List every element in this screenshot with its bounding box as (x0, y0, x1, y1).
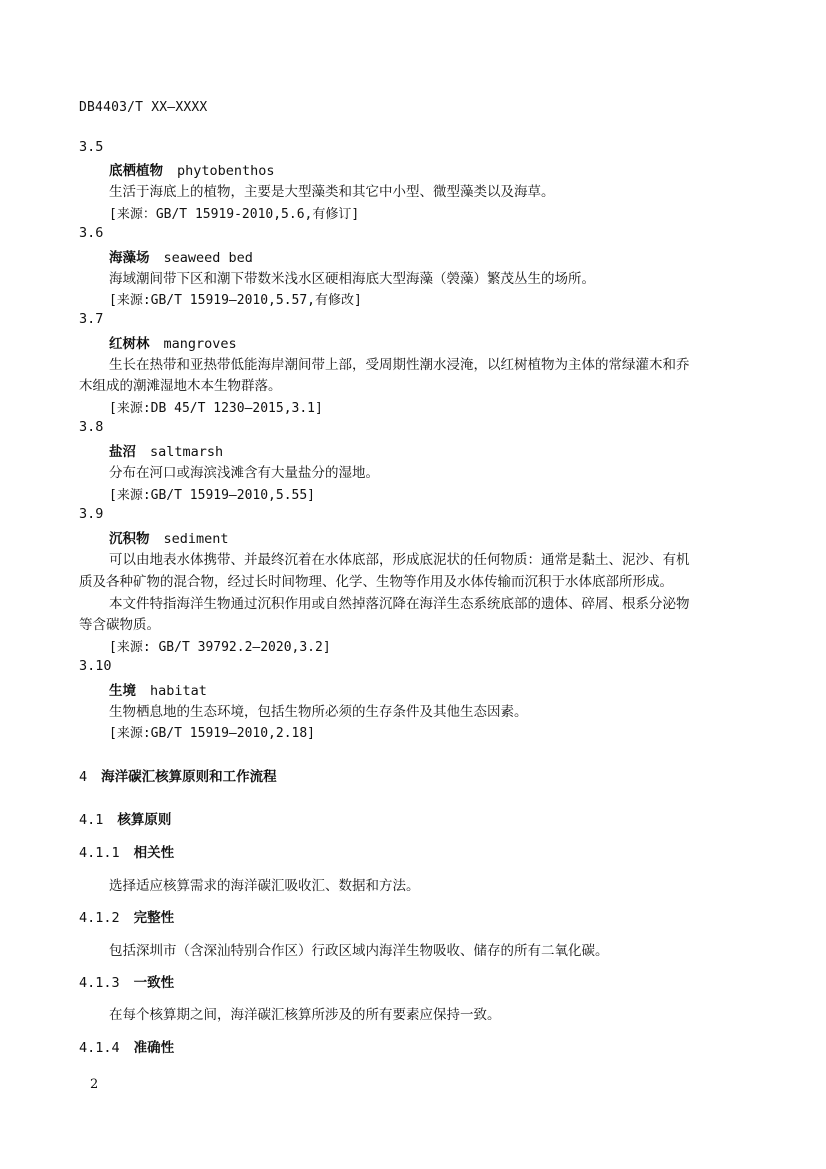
subsection-title: 相关性 (133, 845, 175, 861)
term-source: [来源:GB/T 15919—2010,5.57,有修改] (109, 293, 362, 308)
term-definition: 生活于海底上的植物，主要是大型藻类和其它中小型、微型藻类以及海草。 (109, 184, 555, 200)
chapter-number: 4 (79, 769, 88, 785)
chapter-title: 海洋碳汇核算原则和工作流程 (101, 769, 277, 785)
subsection-number: 4.1.4 (79, 1040, 120, 1056)
term-source: [来源：GB/T 15919-2010,5.6,有修订] (109, 207, 360, 222)
term-definition: 生长在热带和亚热带低能海岸潮间带上部，受周期性潮水浸淹，以红树植物为主体的常绿灌木和乔 (109, 357, 690, 373)
term-zh: 沉积物 (109, 531, 150, 547)
term-source: [来源: GB/T 39792.2—2020,3.2] (109, 640, 331, 655)
subsection-title: 一致性 (133, 975, 175, 991)
subsection-body: 在每个核算期之间，海洋碳汇核算所涉及的所有要素应保持一致。 (109, 1007, 501, 1023)
term-definition: 可以由地表水体携带、并最终沉着在水体底部，形成底泥状的任何物质：通常是黏土、泥沙、有机 (109, 552, 690, 568)
term-en: saltmarsh (150, 444, 224, 460)
subsection-number: 4.1.2 (79, 910, 120, 926)
subsection-title: 准确性 (133, 1040, 175, 1056)
term-definition: 分布在河口或海滨浅滩含有大量盐分的湿地。 (109, 465, 379, 481)
term-heading (109, 332, 237, 352)
term-zh: 海藻场 (109, 250, 150, 266)
subsection-number: 4.1.1 (79, 845, 120, 861)
term-zh: 底栖植物 (109, 163, 163, 179)
term-zh: 盐沼 (109, 444, 136, 460)
term-en: seaweed bed (163, 250, 253, 266)
term-definition: 海域潮间带下区和潮下带数米浅水区硬相海底大型海藻（褮藻）繁茂丛生的场所。 (109, 271, 595, 287)
term-note-continued: 等含碳物质。 (79, 617, 160, 633)
subsection-heading (79, 1036, 174, 1056)
section-number: 4.1 (79, 812, 104, 828)
term-en: mangroves (163, 336, 237, 352)
document-header-code: DB4403/T XX—XXXX (79, 100, 208, 115)
term-heading (109, 159, 275, 179)
term-heading (109, 440, 223, 460)
term-number: 3.9 (79, 506, 104, 522)
term-source: [来源:GB/T 15919—2010,2.18] (109, 726, 316, 741)
chapter-heading (79, 765, 277, 785)
term-number: 3.6 (79, 225, 104, 241)
term-source: [来源:GB/T 15919—2010,5.55] (109, 488, 316, 503)
term-en: phytobenthos (177, 163, 275, 179)
term-heading (109, 679, 207, 699)
term-heading (109, 527, 229, 547)
subsection-title: 完整性 (133, 910, 175, 926)
term-source: [来源:DB 45/T 1230—2015,3.1] (109, 401, 323, 416)
term-definition: 生物栖息地的生态环境，包括生物所必须的生存条件及其他生态因素。 (109, 704, 528, 720)
subsection-heading (79, 906, 174, 926)
term-en: sediment (163, 531, 229, 547)
page-number: 2 (90, 1077, 99, 1092)
term-number: 3.8 (79, 419, 104, 435)
term-zh: 红树林 (109, 336, 150, 352)
term-number: 3.10 (79, 658, 112, 674)
subsection-heading (79, 841, 174, 861)
section-title: 核算原则 (117, 812, 172, 828)
term-definition-continued: 木组成的潮滩湿地木本生物群落。 (79, 378, 282, 394)
section-heading (79, 808, 171, 828)
term-en: habitat (150, 683, 207, 699)
subsection-body: 选择适应核算需求的海洋碳汇吸收汇、数据和方法。 (109, 878, 420, 894)
term-heading (109, 246, 253, 266)
term-number: 3.5 (79, 139, 104, 155)
term-definition-continued: 质及各种矿物的混合物，经过长时间物理、化学、生物等作用及水体传输而沉积于水体底部所形成。 (79, 574, 673, 590)
subsection-body: 包括深圳市（含深汕特别合作区）行政区域内海洋生物吸收、储存的所有二氧化碳。 (109, 943, 609, 959)
subsection-number: 4.1.3 (79, 975, 120, 991)
subsection-heading (79, 971, 174, 991)
term-number: 3.7 (79, 311, 104, 327)
term-zh: 生境 (109, 683, 136, 699)
term-note: 本文件特指海洋生物通过沉积作用或自然掉落沉降在海洋生态系统底部的遗体、碎屑、根系分泌物 (109, 596, 690, 612)
